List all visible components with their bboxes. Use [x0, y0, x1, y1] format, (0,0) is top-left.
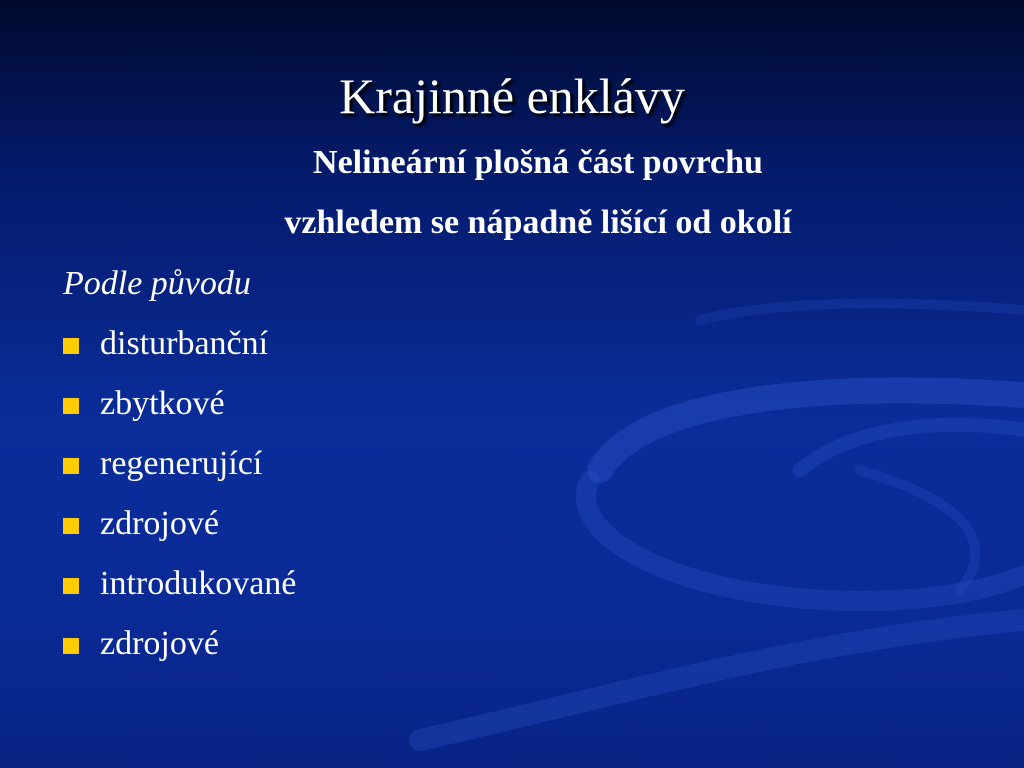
subtitle-line-1: Nelineární plošná část povrchu [313, 144, 763, 181]
slide-title: Krajinné enklávy [339, 68, 685, 124]
list-item-text: zbytkové [100, 385, 225, 422]
bullet-list [63, 323, 296, 683]
list-item [63, 503, 296, 563]
list-item-text: introdukované [100, 565, 297, 602]
list-item-text: regenerující [100, 445, 263, 482]
list-item [63, 323, 296, 383]
yellow-square-bullet-icon [63, 458, 79, 474]
origin-heading: Podle původu [63, 265, 251, 302]
list-item-text: zdrojové [100, 505, 219, 542]
list-item [63, 383, 296, 443]
list-item-text: zdrojové [100, 625, 219, 662]
list-item [63, 443, 296, 503]
list-item-text: disturbanční [100, 325, 269, 362]
subtitle-line-2: vzhledem se nápadně lišící od okolí [284, 204, 792, 241]
yellow-square-bullet-icon [63, 338, 79, 354]
list-item [63, 623, 296, 683]
list-item [63, 563, 296, 623]
yellow-square-bullet-icon [63, 518, 79, 534]
yellow-square-bullet-icon [63, 638, 79, 654]
yellow-square-bullet-icon [63, 398, 79, 414]
yellow-square-bullet-icon [63, 578, 79, 594]
